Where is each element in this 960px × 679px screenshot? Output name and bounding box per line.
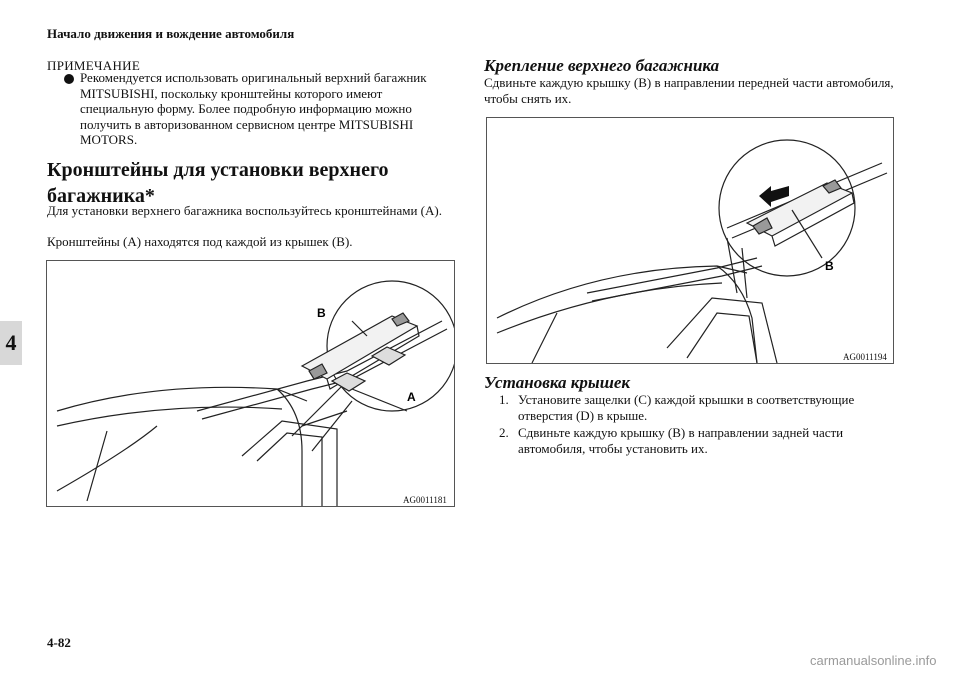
bullet-icon: [64, 74, 74, 84]
figure-remove-covers: [486, 117, 894, 364]
chapter-tab: 4: [0, 321, 22, 365]
label-b: B: [317, 306, 326, 320]
page-number: 4-82: [47, 635, 71, 650]
step-item: [499, 425, 894, 456]
note-label: ПРИМЕЧАНИЕ: [47, 58, 141, 73]
brackets-paragraph-2: Кронштейны (A) находятся под каждой из крышек (B).: [47, 234, 353, 249]
label-a: A: [407, 390, 416, 404]
cover-removal-illustration: [487, 118, 893, 363]
figure-code: AG0011181: [403, 495, 447, 505]
brackets-heading: Кронштейны для установки верхнего багажника*: [47, 159, 389, 207]
mounting-heading: Крепление верхнего багажника: [484, 56, 720, 75]
roof-bracket-illustration: [47, 261, 454, 506]
mounting-paragraph: Сдвиньте каждую крышку (B) в направлении передней части автомобиля, чтобы снять их.: [484, 75, 894, 106]
brackets-paragraph-1: Для установки верхнего багажника воспользуйтесь кронштейнами (A).: [47, 203, 442, 218]
step-number: 2.: [499, 425, 509, 441]
covers-heading: Установка крышек: [484, 373, 631, 392]
step-item: [499, 392, 894, 423]
figure-code: AG0011194: [843, 352, 887, 362]
watermark[interactable]: carmanualsonline.info: [810, 653, 937, 668]
step-text: Сдвиньте каждую крышку (B) в направлении задней части автомобиля, чтобы установить их.: [518, 425, 844, 456]
step-text: Установите защелки (C) каждой крышки в соответствующие отверстия (D) в крыше.: [518, 392, 855, 423]
covers-steps: [499, 392, 894, 458]
note-text: Рекомендуется использовать оригинальный верхний багажник MITSUBISHI, поскольку кронштейны которого имеют специальную форму. Более подробную информацию можно получить в авторизованном сервисном центре MITSUBISHI MOTORS.: [80, 70, 427, 148]
label-b: B: [825, 259, 834, 273]
page-header: Начало движения и вождение автомобиля: [47, 26, 295, 41]
step-number: 1.: [499, 392, 509, 407]
figure-roof-brackets: [46, 260, 455, 507]
